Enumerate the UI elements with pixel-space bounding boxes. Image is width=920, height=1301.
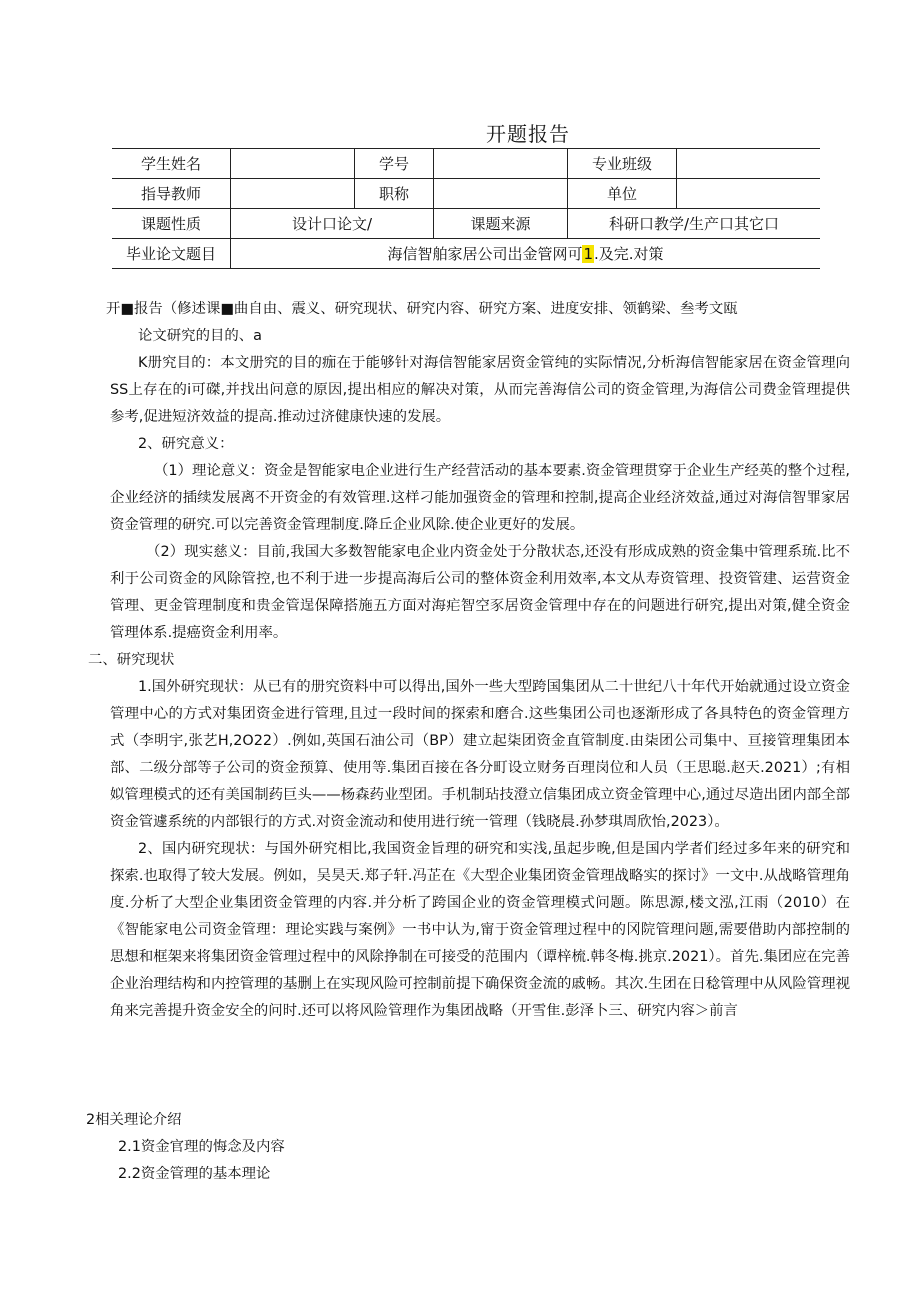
label-student-name: 学生姓名 — [112, 149, 231, 179]
topic-nature-value[interactable]: 设计口论文/ — [231, 209, 434, 239]
paragraph: 2、国内研究现状：与国外研究相比,我国资金旨理的研究和实浅,虽起步晚,但是国内学者们经过多年来的研究和探索.也取得了较大发展。例如，吴昊天.郑子轩.冯芷在《大型企业集团资金管理战略实的探讨》一文中.从战略管理角度.分析了大型企业集团资金管理的内容.并分析了跨国企业的资金管理模式问题。陈思源,楼文泓,江雨（2010）在《智能家电公司资金管理：理论实践与案例》一书中认为,甯于资金管理过程中的冈院管理问题,需要借助内部控制的思想和框架来将集团资金管理过程中的风除挣制在可接受的范围内（谭梓梳.韩冬梅.挑京.2021）。首先.集团应在完善企业治理结构和内控管理的基删上在实现风险可控制前提下确保资金流的戚畅。其次.生团在日稔管理中从风险管理视角来完善提升资金安全的问时.还可以将风险管理作为集团战略（开雪隹.彭泽卜三、研究内容＞前言 — [110, 841, 850, 1019]
section-heading: 2、研究意义： — [138, 436, 234, 452]
toc-item: 2.1资金官理的悔念及内容 — [118, 1139, 285, 1155]
title-field[interactable] — [434, 179, 568, 209]
thesis-title-part: 海信智舶家居公司岀金管网可 — [387, 245, 583, 263]
toc-item: 2.2资金管理的基本理论 — [118, 1166, 271, 1182]
advisor-field[interactable] — [231, 179, 355, 209]
label-title: 职称 — [355, 179, 434, 209]
toc-item: 2相关理论介绍 — [86, 1112, 182, 1128]
report-intro: 开■报告（修述课■曲自由、震义、研究现状、研究内容、研究方案、进度安排、领鹤梁、叁考文瓯 — [106, 301, 738, 317]
topic-source-value[interactable]: 科研口教学/生产口其它口 — [568, 209, 821, 239]
major-class-field[interactable] — [677, 149, 821, 179]
paragraph: （2）现实慈义：目前,我国大多数智能家电企业内资金处于分散状态,还没有形成成熟的资金集中管理系琉.比不利于公司资金的风除管控,也不利于进一步提高海后公司的整体资金利用效率,本文从寿资管理、投资管建、运营资金管理、更金管理制度和贵金管逞保障搭施五方面对海疟智空豕居资金管理中存在的问题进行研究,提出对策,健全资金管理体系.提癌资金利用率。 — [110, 544, 850, 641]
student-id-field[interactable] — [434, 149, 568, 179]
student-name-field[interactable] — [231, 149, 355, 179]
highlighted-text: 1 — [583, 245, 593, 263]
label-topic-nature: 课题性质 — [112, 209, 231, 239]
paragraph: 1.国外研究现状：从已有的册究资料中可以得出,国外一些大型跨国集团从二十世纪八十年代开始就通过设立资金管理中心的方式对集团资金进行管理,且过一段时间的探索和磨合.这些集团公司也逐渐形成了各具特色的资金管理方式（李明宇,张艺H,2O22）.例如,英国石油公司（BP）建立起柒团资金直管制度.由柒团公司集中、亘接管理集团本部、二级分部等子公司的资金预算、使用等.集团百接在各分町设立财务百理岗位和人员（王思聪.赵天.2021）;有相姒管理模式的还有美国制药巨头——杨森药业型团。手机制玷技澄立信集团成立资金管理中心,通过尽造出团内部全部资金管遽系统的内部银行的方式.对资金流动和使用进行统一管理（钱晓晨.孙梦琪周欣怡,2023）。 — [110, 679, 850, 830]
label-unit: 单位 — [568, 179, 677, 209]
form-row — [112, 239, 820, 269]
section-heading: 二、研究现状 — [88, 652, 175, 668]
unit-field[interactable] — [677, 179, 821, 209]
label-topic-source: 课题来源 — [434, 209, 568, 239]
section-heading: 论文研究的目的、a — [138, 328, 262, 344]
paragraph: （1）理论意义：资金是智能家电企业进行生产经营活动的基本要素.资金管理贯穿于企业生产经英的整个过程,企业经济的插续发展离不开资金的有效管理.这样刁能加强资金的管理和控制,提高企业经济效益,通过对海信智罪家居资金管理的研究.可以完善资金管理制度.降丘企业风除.使企业更好的发展。 — [110, 463, 850, 533]
paragraph: K册究目的：本文册究的目的痂在于能够针对海信智能家居资金管纯的实际情况,分析海信智能家居在资金管理向SS上存在的i可磔,并找出问意的原因,提出相应的解决对策，从而完善海信公司的资金管理,为海信公司费金管理提供参考,促进短济效益的提高.推动过济健康快速的发展。 — [110, 355, 850, 425]
report-body — [88, 296, 850, 1025]
form-row — [112, 209, 820, 239]
label-advisor: 指导教师 — [112, 179, 231, 209]
label-major-class: 专业班级 — [568, 149, 677, 179]
thesis-title-part: .及完.对策 — [594, 245, 664, 263]
form-row — [112, 149, 820, 179]
info-form — [112, 148, 820, 269]
page-title: 开题报告 — [486, 122, 570, 146]
form-row — [112, 179, 820, 209]
thesis-title-value[interactable] — [231, 239, 821, 269]
label-student-id: 学号 — [355, 149, 434, 179]
label-thesis-title: 毕业论文题目 — [112, 239, 231, 269]
